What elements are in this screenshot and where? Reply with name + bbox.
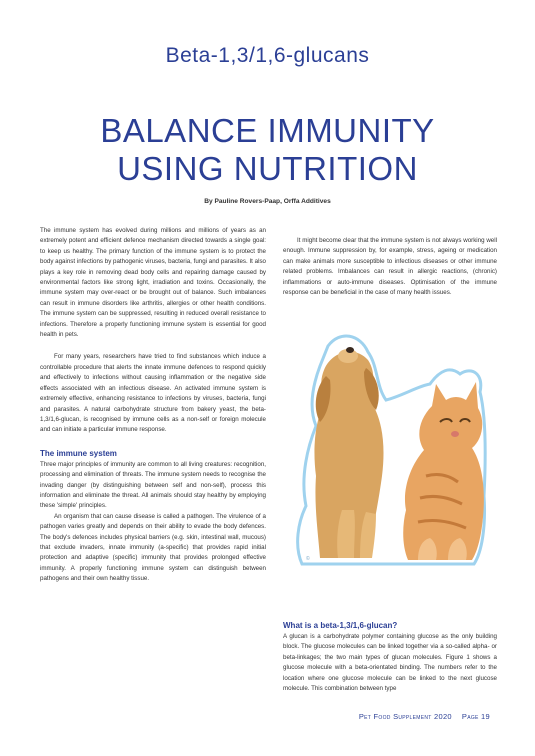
article-kicker: Beta-1,3/1,6-glucans — [165, 44, 370, 67]
title-line-2: USING NUTRITION — [117, 150, 418, 188]
footer-publication: Pet Food Supplement 2020 — [358, 712, 452, 721]
left-paragraph-3: Three major principles of immunity are common to all living creatures: recognition, processing and elimination of threats. The immune system needs to recognise the invading danger (by distinguishing between self and non-self), process this information and eliminate the threat. All animals should stay healthy by employing these 'simple' principles. — [40, 460, 266, 510]
page-footer — [290, 712, 490, 721]
right-column-top — [283, 236, 497, 298]
footer-page-number: Page 19 — [461, 712, 490, 721]
puppy-and-kitten-photo — [290, 326, 490, 570]
left-paragraph-4: An organism that can cause disease is called a pathogen. The virulence of a pathogen varies greatly and depends on their ability to evade the body defences. The body's defences includes physical barriers (e.g. skin, intestinal wall, mucous) that exclude invaders, innate immunity (a-specific) that provides rapid initial protection and adaptive (specific) immunity that provides prolonged effective immunity. A properly functioning immune system can distinguish between pathogens and their own healthy tissue. — [40, 512, 266, 583]
subhead-immune-system: The immune system — [40, 448, 117, 458]
article-byline: By Pauline Rovers-Paap, Orffa Additives — [204, 198, 331, 205]
title-line-1: BALANCE IMMUNITY — [100, 112, 435, 150]
left-column — [40, 226, 266, 585]
left-paragraph-2: For many years, researchers have tried to find substances which induce a controllable procedure that alerts the innate immune defences to respond quickly and effectively to infections without causing inflammation or the negative side effects associated with an infectious disease. An activated immune system is extremely effective, enhancing resistance to infections by viruses, bacteria, fungi and parasites. A natural carbohydrate structure from bakery yeast, the beta-1,3/1,6-glucan, is recognised by immune cells as a non-self or foreign molecule and can initiate a particular immune response. — [40, 353, 266, 434]
subhead-beta-glucan: What is a beta-1,3/1,6-glucan? — [283, 621, 398, 630]
left-paragraph-1: The immune system has evolved during millions and millions of years as an extremely potent and efficient defence mechanism directed towards a single goal: to keep us healthy. The primary function of the immune system is to protect the body against infections by pathogenic viruses, bacteria, fungi and parasites. It also plays a key role in removing dead body cells and repairing damage caused by environmental factors like strong light, irradiation and toxins. Occasionally, the immune system may over-react or be brought out of balance. Such imbalances can result in immune disorders like arthritis, allergies or other health conditions. The immune system can be suppressed, resulting in reduced overall resistance to infections. Therefore a properly functioning immune system is essential for good health in pets. — [40, 227, 266, 339]
photo-credit-mark: © — [306, 556, 310, 562]
right-column-bottom — [283, 620, 497, 694]
article-title — [0, 112, 535, 188]
puppy-illustration — [314, 347, 383, 558]
right-paragraph-1: It might become clear that the immune system is not always working well enough. Immune suppression by, for example, stress, ageing or medication can make animals more susceptible to infectious diseases or other immune related problems. Imbalances can result in allergic reactions, (chronic) inflammations or auto-immune diseases. Optimisation of the immune response can be beneficial in the case of many health issues. — [283, 237, 497, 297]
right-paragraph-2: A glucan is a carbohydrate polymer containing glucose as the only building block. The glucose molecules can be linked together via a so-called alpha- or beta-linkages; the two main types of glucan molecules. Figure 1 shows a glucose molecule with a beta-orientated binding. The numbers refer to the location where one glucose molecule can be linked to the next glucose molecule. This combination between type — [283, 633, 497, 693]
